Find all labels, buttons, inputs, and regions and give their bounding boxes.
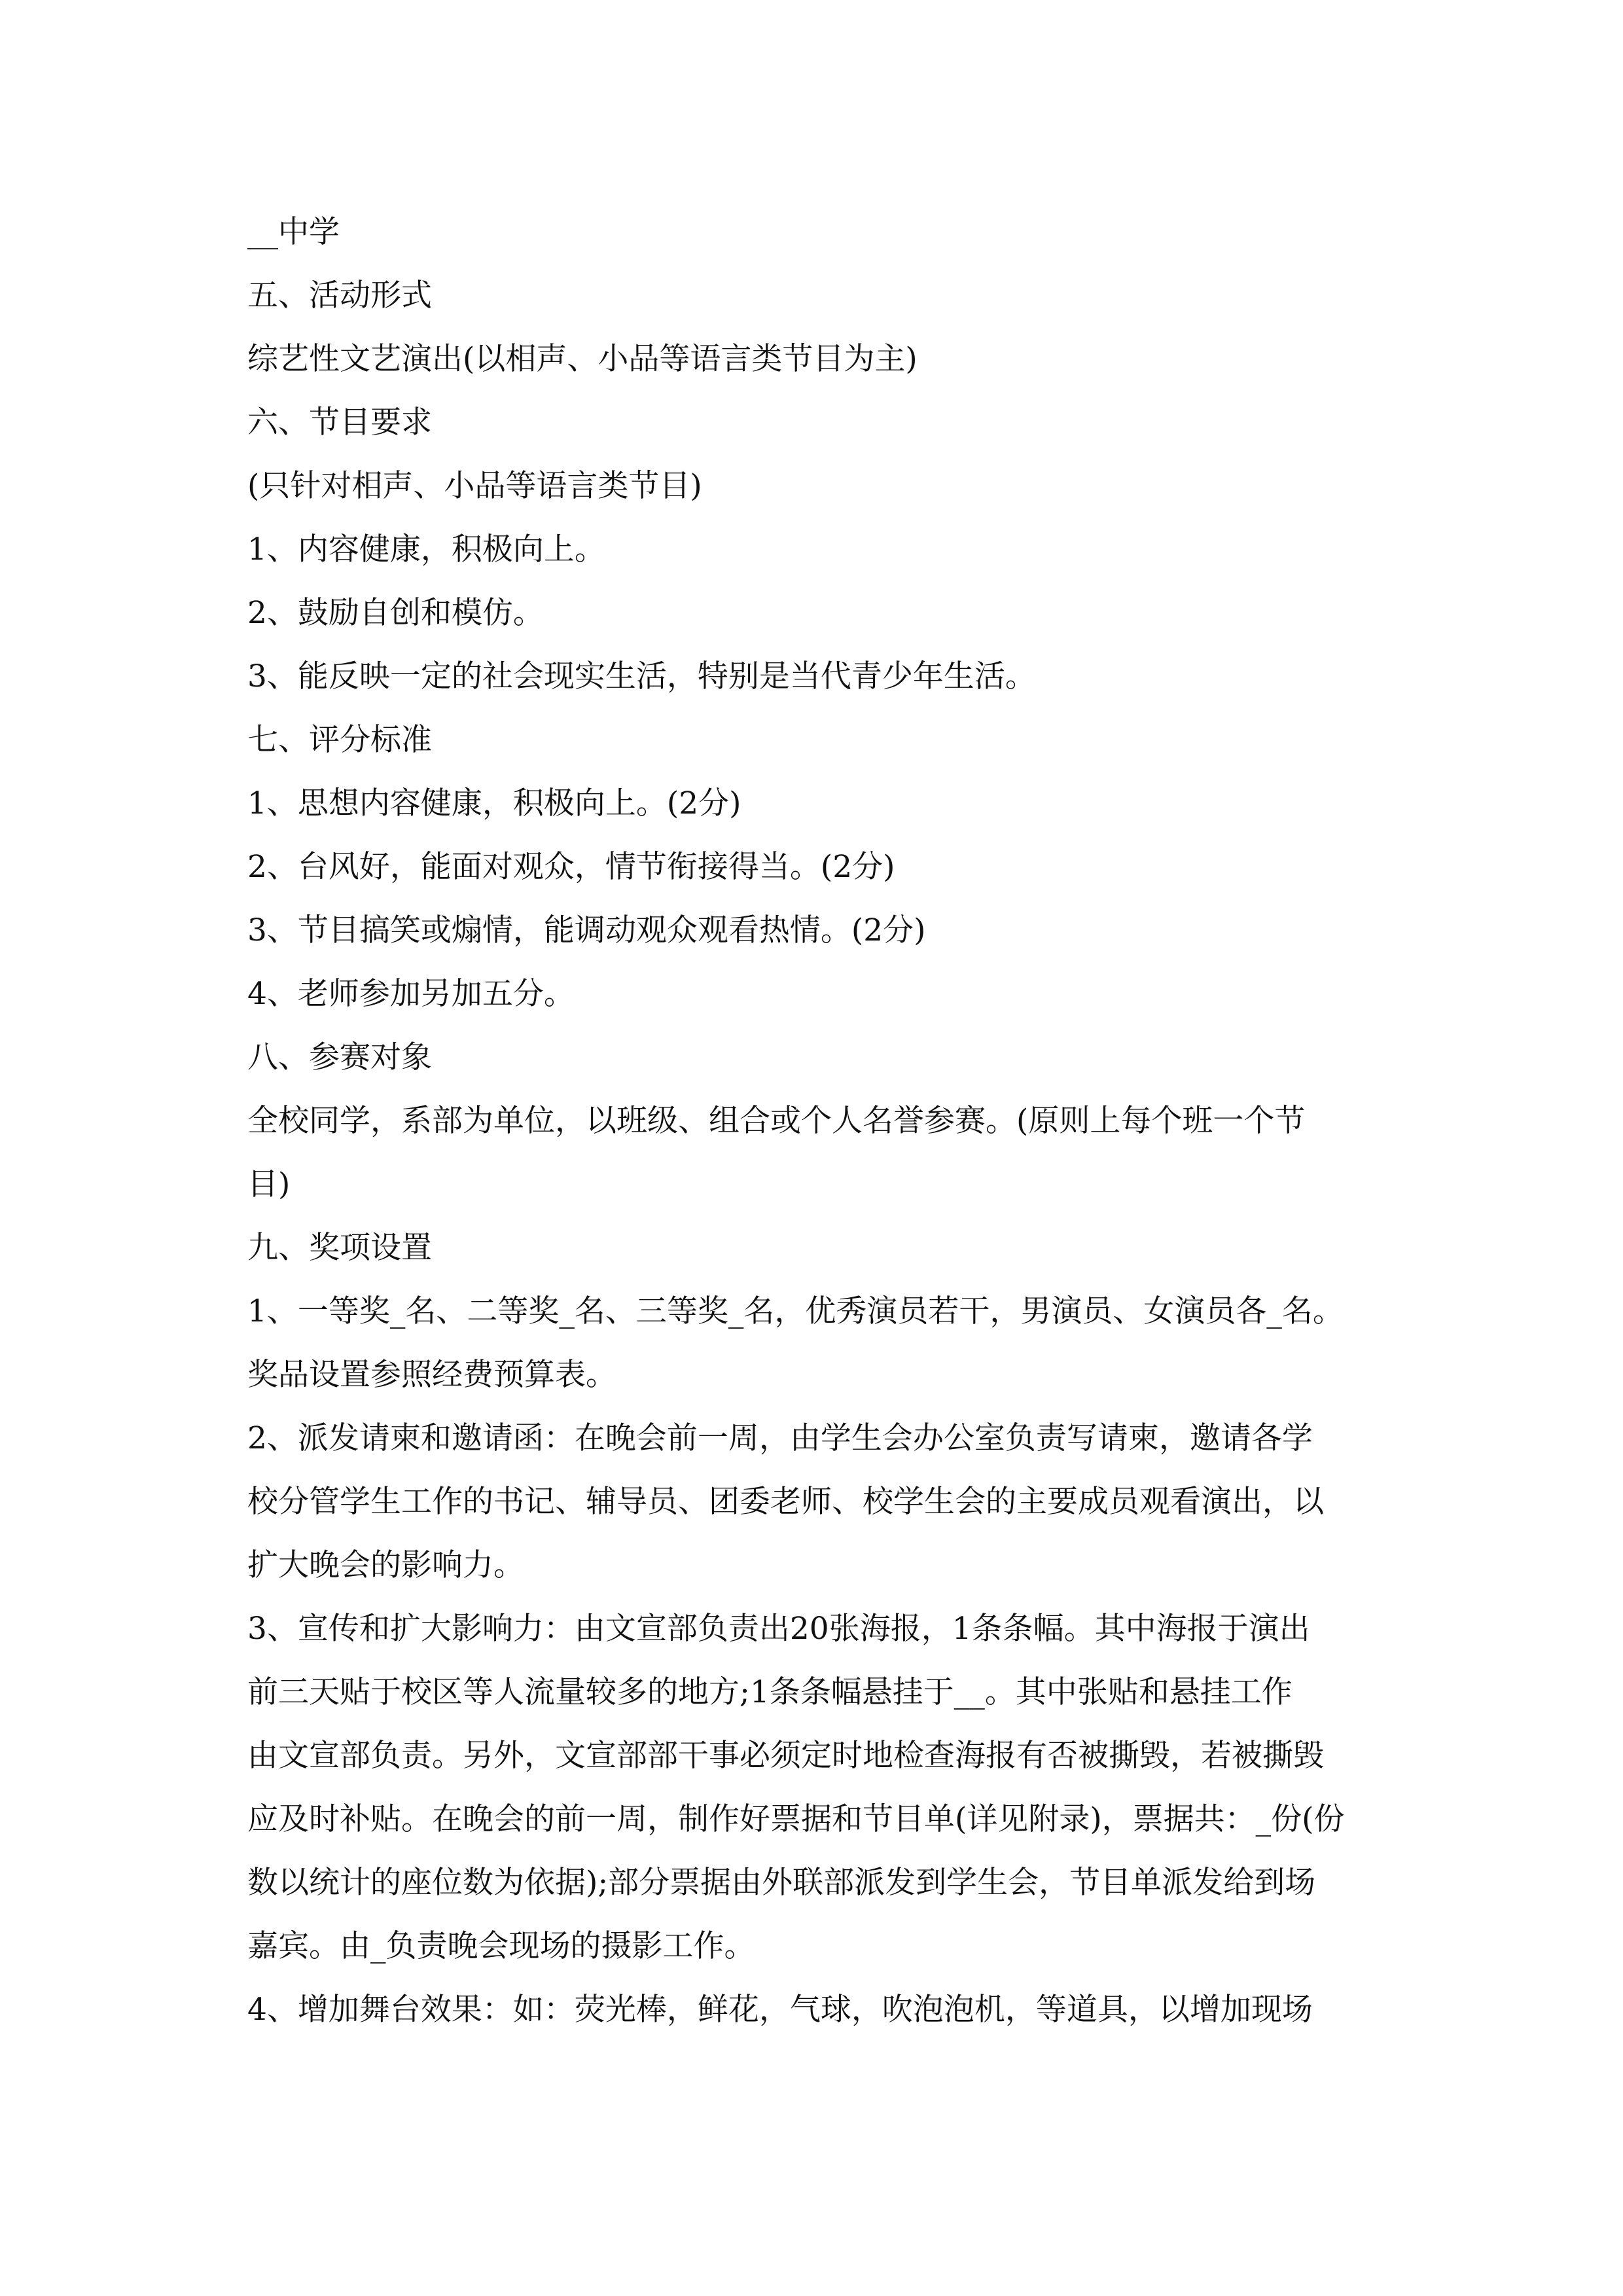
list-item: 1、思想内容健康，积极向上。(2分) [247,785,741,821]
list-item: 1、一等奖_名、二等奖_名、三等奖_名，优秀演员若干，男演员、女演员各_名。 [247,1293,1344,1329]
section-heading-scoring-criteria: 七、评分标准 [247,722,432,758]
list-item: 2、鼓励自创和模仿。 [247,595,544,631]
section-heading-participants: 八、参赛对象 [247,1039,432,1075]
paragraph-line: (只针对相声、小品等语言类节目) [247,468,702,504]
list-item: 4、增加舞台效果：如：荧光棒，鲜花，气球，吹泡泡机，等道具，以增加现场 [247,1992,1313,2028]
list-item: 2、派发请柬和邀请函：在晚会前一周，由学生会办公室负责写请柬，邀请各学 [247,1420,1313,1456]
paragraph-line: 全校同学，系部为单位，以班级、组合或个人名誉参赛。(原则上每个班一个节 [247,1103,1306,1139]
paragraph-line: 奖品设置参照经费预算表。 [247,1357,616,1393]
paragraph-line: 由文宣部负责。另外，文宣部部干事必须定时地检查海报有否被撕毁，若被撕毁 [247,1738,1324,1774]
paragraph-line: 综艺性文艺演出(以相声、小品等语言类节目为主) [247,341,918,377]
paragraph-line: 应及时补贴。在晚会的前一周，制作好票据和节目单(详见附录)，票据共：_份(份 [247,1801,1345,1837]
paragraph-line: 嘉宾。由_负责晚会现场的摄影工作。 [247,1928,755,1964]
school-name-line: __中学 [247,214,340,250]
list-item: 4、老师参加另加五分。 [247,976,575,1012]
list-item: 2、台风好，能面对观众，情节衔接得当。(2分) [247,849,895,885]
paragraph-line: 前三天贴于校区等人流量较多的地方;1条条幅悬挂于__。其中张贴和悬挂工作 [247,1674,1293,1710]
list-item: 3、节目搞笑或煽情，能调动观众观看热情。(2分) [247,912,926,948]
paragraph-line: 扩大晚会的影响力。 [247,1547,524,1583]
section-heading-activity-form: 五、活动形式 [247,278,432,314]
document-body [247,200,1386,2041]
paragraph-line: 校分管学生工作的书记、辅导员、团委老师、校学生会的主要成员观看演出，以 [247,1484,1324,1520]
list-item: 3、能反映一定的社会现实生活，特别是当代青少年生活。 [247,658,1036,694]
list-item: 3、宣传和扩大影响力：由文宣部负责出20张海报，1条条幅。其中海报于演出 [247,1611,1310,1647]
paragraph-line: 数以统计的座位数为依据);部分票据由外联部派发到学生会，节目单派发给到场 [247,1865,1316,1901]
section-heading-program-requirements: 六、节目要求 [247,404,432,440]
paragraph-line: 目) [247,1166,291,1202]
list-item: 1、内容健康，积极向上。 [247,531,605,567]
section-heading-awards: 九、奖项设置 [247,1230,432,1266]
